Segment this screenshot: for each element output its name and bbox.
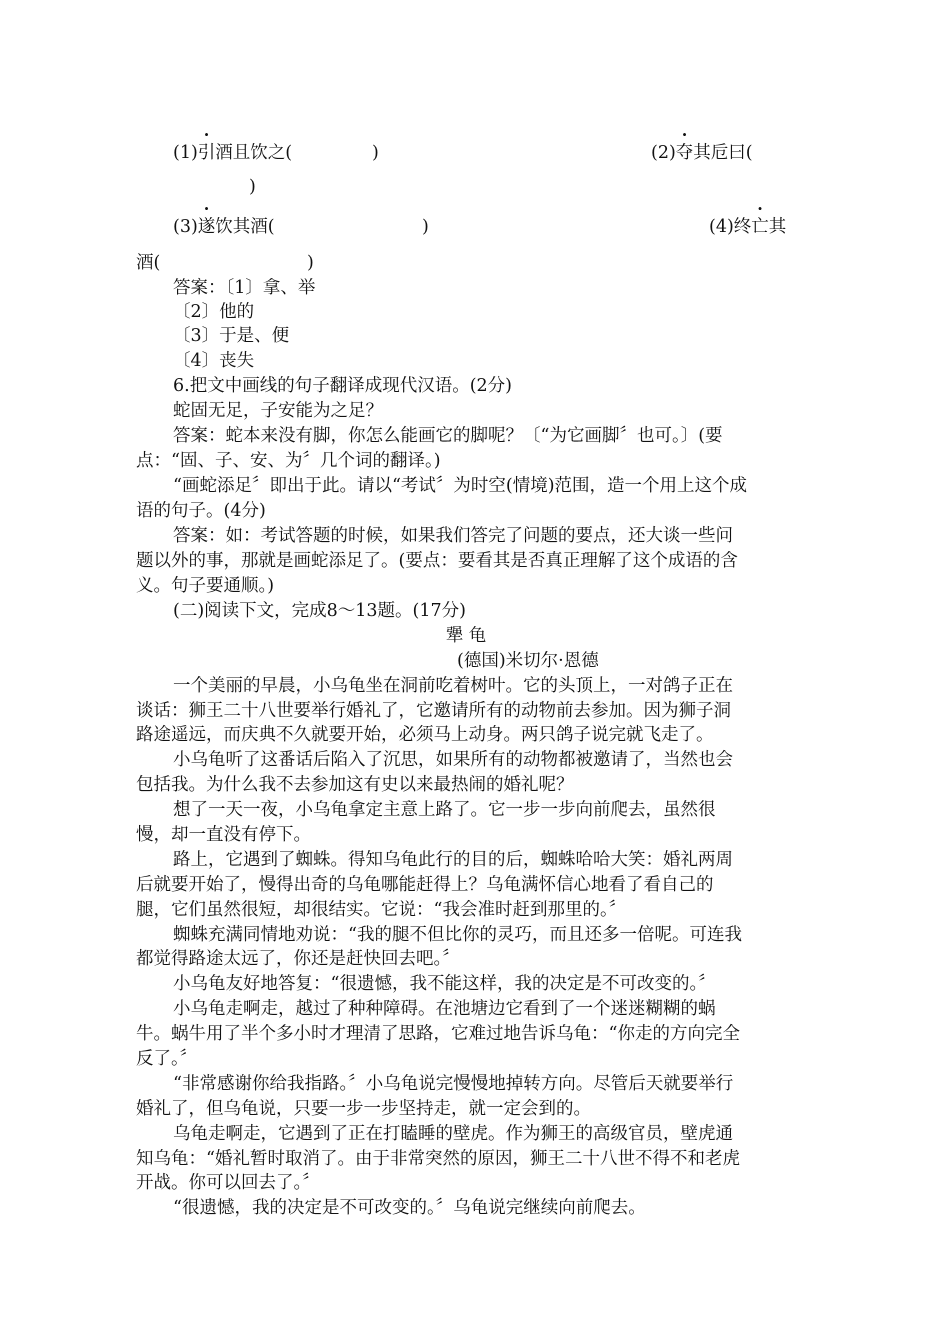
- story-line: “很遗憾，我的决定是不可改变的。〞乌龟说完继续向前爬去。: [173, 1198, 646, 1218]
- q5-item-1-text: 酒且饮之(: [215, 143, 293, 163]
- q5-item-2-number: (2): [651, 143, 676, 163]
- q5-item-3: [173, 214, 275, 240]
- story-line: 包括我。为什么我不去参加这有史以来最热闹的婚礼呢？: [136, 775, 574, 795]
- q6-answer-line-2: 点：“固、子、安、为〞几个词的翻译。): [136, 451, 441, 471]
- story-line: 小乌龟友好地答复：“很遗憾，我不能这样，我的决定是不可改变的。〞: [173, 974, 716, 994]
- q7-answer-line-1: 答案：如：考试答题的时候，如果我们答完了问题的要点，还大谈一些问: [173, 526, 733, 546]
- q5-answer-4: 〔4〕丧失: [173, 351, 255, 371]
- q5-item-4-text: 其: [768, 217, 787, 237]
- q7-answer-line-3: 义。句子要通顺。): [136, 576, 275, 596]
- q5-item-2-dotted-char: 夺: [675, 143, 694, 163]
- q5-item-3-dotted-char: 遂: [197, 217, 216, 237]
- story-line: 后就要开始了，慢得出奇的乌龟哪能赶得上？乌龟满怀信心地看了看自己的: [136, 875, 714, 895]
- story-line: 乌龟走啊走，它遇到了正在打瞌睡的壁虎。作为狮王的高级官员，壁虎通: [173, 1124, 733, 1144]
- story-author: (德国)米切尔·恩德: [457, 651, 599, 671]
- q6-answer-line-1: 答案：蛇本来没有脚，你怎么能画它的脚呢？〔“为它画脚〞也可。〕(要: [173, 426, 723, 446]
- q5-answer-2: 〔2〕他的: [173, 302, 255, 322]
- story-line: 想了一天一夜，小乌龟拿定主意上路了。它一步一步向前爬去，虽然很: [173, 800, 716, 820]
- story-line: 慢，却一直没有停下。: [136, 825, 311, 845]
- q5-item-2: [651, 140, 753, 166]
- story-line: 知乌龟：“婚礼暂时取消了。由于非常突然的原因，狮王二十八世不得不和老虎: [136, 1149, 740, 1169]
- story-line: 谈话：狮王二十八世要举行婚礼了，它邀请所有的动物前去参加。因为狮子洞: [136, 701, 731, 721]
- q7-question-line-1: “画蛇添足〞即出于此。请以“考试〞为时空(情境)范围，造一个用上这个成: [173, 476, 748, 496]
- q5-item-3-text: 饮其酒(: [215, 217, 275, 237]
- q5-item-2-close: ): [249, 177, 256, 197]
- q5-answer-1: 答案：〔1〕拿、举: [173, 278, 316, 298]
- q5-item-1-number: (1): [173, 143, 198, 163]
- story-line: 一个美丽的早晨，小乌龟坐在洞前吃着树叶。它的头顶上，一对鸽子正在: [173, 676, 733, 696]
- q7-question-line-2: 语的句子。(4分): [136, 501, 266, 521]
- q5-item-2-text: 其卮曰(: [693, 143, 753, 163]
- story-title: 犟 龟: [445, 626, 487, 646]
- story-line: 牛。蜗牛用了半个多小时才理清了思路，它难过地告诉乌龟：“你走的方向完全: [136, 1024, 740, 1044]
- q5-answer-3: 〔3〕于是、便: [173, 326, 290, 346]
- story-line: 开战。你可以回去了。〞: [136, 1173, 320, 1193]
- q5-item-1-close: ): [372, 143, 379, 163]
- q5-item-1: [173, 140, 292, 166]
- q5-item-4: [709, 214, 786, 240]
- q7-answer-line-2: 题以外的事，那就是画蛇添足了。(要点：要看其是否真正理解了这个成语的含: [136, 551, 738, 571]
- story-line: 小乌龟听了这番话后陷入了沉思，如果所有的动物都被邀请了，当然也会: [173, 750, 733, 770]
- q5-item-4-number: (4)终: [709, 217, 752, 237]
- q5-item-3-close: ): [422, 217, 429, 237]
- story-line: 都觉得路途太远了，你还是赶快回去吧。〞: [136, 949, 460, 969]
- q6-question: 6.把文中画线的句子翻译成现代汉语。(2分): [173, 376, 512, 396]
- story-line: “非常感谢你给我指路。〞小乌龟说完慢慢地掉转方向。尽管后天就要举行: [173, 1074, 734, 1094]
- section-2-heading: (二)阅读下文，完成8～13题。(17分): [173, 601, 466, 621]
- story-line: 路途遥远，而庆典不久就要开始，必须马上动身。两只鸽子说完就飞走了。: [136, 725, 714, 745]
- story-line: 蜘蛛充满同情地劝说：“我的腿不但比你的灵巧，而且还多一倍呢。可连我: [173, 925, 742, 945]
- story-line: 反了。〞: [136, 1049, 198, 1069]
- q5-item-4-close: ): [307, 253, 314, 273]
- q5-item-1-dotted-char: 引: [197, 143, 216, 163]
- story-line: 小乌龟走啊走，越过了种种障碍。在池塘边它看到了一个迷迷糊糊的蜗: [173, 999, 716, 1019]
- q6-sentence: 蛇固无足，子安能为之足？: [173, 401, 383, 421]
- q5-item-4-continued: 酒(: [136, 253, 161, 273]
- story-line: 腿，它们虽然很短，却很结实。它说：“我会准时赶到那里的。〞: [136, 900, 627, 920]
- story-line: 路上，它遇到了蜘蛛。得知乌龟此行的目的后，蜘蛛哈哈大笑：婚礼两周: [173, 850, 733, 870]
- story-line: 婚礼了，但乌龟说，只要一步一步坚持走，就一定会到的。: [136, 1099, 591, 1119]
- q5-item-3-number: (3): [173, 217, 198, 237]
- q5-item-4-dotted-char: 亡: [751, 217, 769, 237]
